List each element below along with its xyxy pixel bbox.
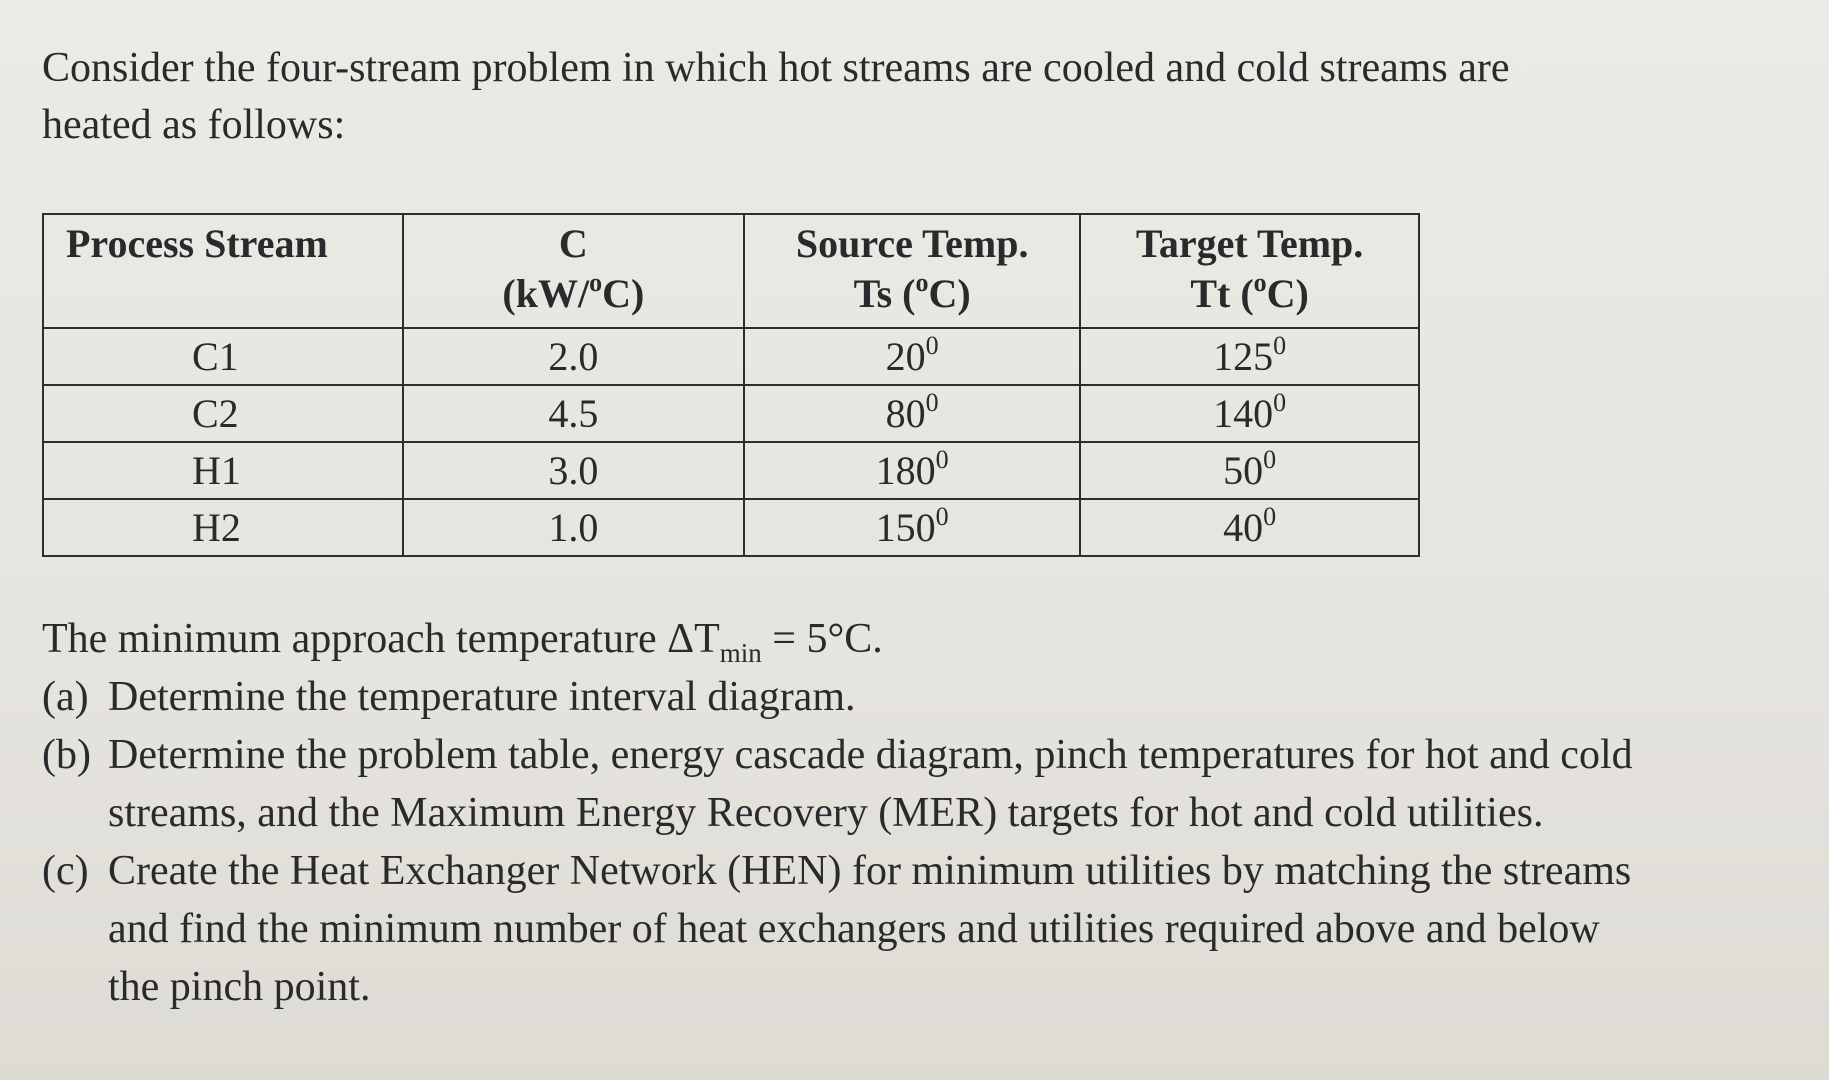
cell-stream: H2	[43, 499, 403, 556]
header-target-temp-label: Target Temp.	[1135, 221, 1364, 266]
header-process-stream-label: Process Stream	[66, 221, 328, 266]
questions-block	[42, 610, 1782, 1016]
degree-sup: 0	[1273, 388, 1287, 417]
degree-sup: 0	[925, 331, 939, 360]
table-row	[43, 442, 1419, 499]
dtmin-subscript: min	[719, 638, 762, 668]
cell-source-temp	[744, 328, 1080, 385]
value: 20	[885, 334, 926, 379]
cell-heat-capacity: 3.0	[403, 442, 745, 499]
value: 140	[1213, 391, 1274, 436]
header-process-stream	[43, 214, 403, 328]
header-heat-capacity-label: C	[558, 221, 588, 266]
value: 125	[1213, 334, 1274, 379]
degree-sup: 0	[1263, 445, 1277, 474]
question-c-line-3: the pinch point.	[108, 964, 371, 1010]
unit-start: (kW/	[502, 271, 590, 316]
unit-start: Tt (	[1190, 271, 1254, 316]
value: 40	[1223, 505, 1264, 550]
cell-target-temp	[1080, 499, 1419, 556]
question-a	[42, 668, 1782, 726]
cell-target-temp	[1080, 328, 1419, 385]
degree-sup: 0	[1273, 331, 1287, 360]
degree-sup: 0	[1263, 502, 1277, 531]
degree-sup: 0	[925, 388, 939, 417]
degree-sup: o	[915, 268, 929, 297]
unit-start: Ts (	[853, 271, 916, 316]
header-source-temp	[744, 214, 1080, 328]
degree-sup: o	[589, 268, 603, 297]
header-target-temp-unit	[1081, 269, 1418, 319]
question-b-line-1: Determine the problem table, energy cascade diagram, pinch temperatures for hot and cold	[108, 732, 1633, 778]
cell-stream: H1	[43, 442, 403, 499]
question-b	[42, 726, 1782, 842]
value: 50	[1223, 448, 1264, 493]
cell-target-temp	[1080, 385, 1419, 442]
unit-end: C)	[928, 271, 971, 316]
question-c-line-1: Create the Heat Exchanger Network (HEN) for minimum utilities by matching the streams	[108, 848, 1632, 894]
question-c-line-2: and find the minimum number of heat exchangers and utilities required above and below	[108, 906, 1600, 952]
question-b-label: (b)	[42, 732, 91, 778]
header-target-temp	[1080, 214, 1419, 328]
cell-heat-capacity: 2.0	[403, 328, 745, 385]
dtmin-suffix: = 5°C.	[761, 616, 883, 662]
value: 80	[885, 391, 926, 436]
cell-source-temp	[744, 442, 1080, 499]
stream-data-table	[42, 213, 1420, 557]
table-row	[43, 328, 1419, 385]
cell-heat-capacity: 1.0	[403, 499, 745, 556]
question-a-label: (a)	[42, 674, 89, 720]
cell-stream: C1	[43, 328, 403, 385]
degree-sup: 0	[935, 445, 949, 474]
unit-end: C)	[1266, 271, 1309, 316]
intro-paragraph	[42, 40, 1742, 154]
value: 150	[875, 505, 936, 550]
question-b-line-2: streams, and the Maximum Energy Recovery (MER) targets for hot and cold utilities.	[108, 790, 1544, 836]
question-c-label: (c)	[42, 848, 89, 894]
cell-stream: C2	[43, 385, 403, 442]
cell-source-temp	[744, 385, 1080, 442]
header-source-temp-label: Source Temp.	[795, 221, 1029, 266]
intro-line-1: Consider the four-stream problem in which hot streams are cooled and cold streams are	[42, 45, 1510, 91]
header-heat-capacity-unit	[404, 269, 744, 319]
degree-sup: 0	[935, 502, 949, 531]
cell-heat-capacity: 4.5	[403, 385, 745, 442]
intro-line-2: heated as follows:	[42, 102, 346, 148]
value: 180	[875, 448, 936, 493]
question-a-text: Determine the temperature interval diagram.	[108, 674, 856, 720]
table-header-row	[43, 214, 1419, 328]
degree-sup: o	[1253, 268, 1267, 297]
cell-source-temp	[744, 499, 1080, 556]
question-c	[42, 842, 1782, 1016]
table-row	[43, 385, 1419, 442]
dtmin-statement	[42, 610, 1782, 668]
unit-end: C)	[602, 271, 645, 316]
table-row	[43, 499, 1419, 556]
header-heat-capacity	[403, 214, 745, 328]
cell-target-temp	[1080, 442, 1419, 499]
dtmin-prefix: The minimum approach temperature ΔT	[42, 616, 720, 662]
header-source-temp-unit	[745, 269, 1079, 319]
